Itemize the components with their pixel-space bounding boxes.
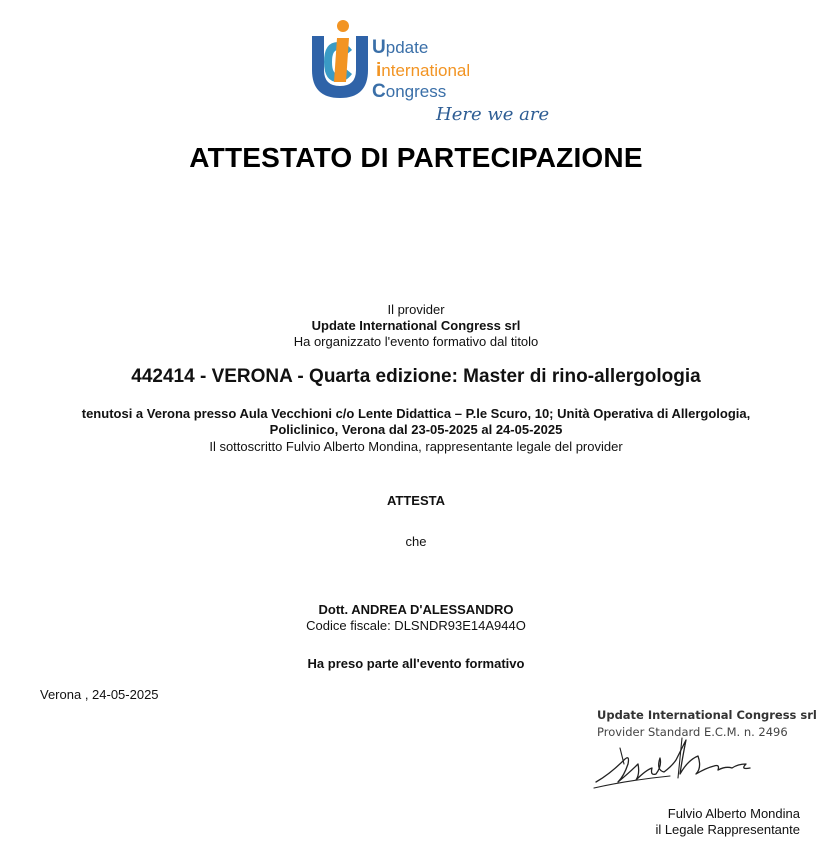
logo-word-international: international: [376, 60, 471, 81]
signatory-statement: Il sottoscritto Fulvio Alberto Mondina, rappresentante legale del provider: [209, 439, 623, 454]
certificate-title: ATTESTATO DI PARTECIPAZIONE: [189, 142, 643, 173]
logo-word-congress: Congress: [372, 81, 447, 102]
participant-name: Dott. ANDREA D'ALESSANDRO: [318, 602, 514, 617]
signer-role: il Legale Rappresentante: [655, 822, 800, 837]
provider-name: Update International Congress srl: [311, 318, 521, 333]
event-title: 442414 - VERONA - Quarta edizione: Master di rino-allergologia: [131, 366, 701, 387]
handwritten-signature-icon: [590, 730, 770, 800]
place-date: Verona , 24-05-2025: [40, 687, 159, 702]
event-location-line2: Policlinico, Verona dal 23-05-2025 al 24-05-2025: [269, 422, 563, 437]
attesta-heading: ATTESTA: [386, 493, 445, 508]
logo-mark-icon: [306, 18, 376, 108]
signer-name: Fulvio Alberto Mondina: [667, 806, 800, 821]
logo-word-update: Update: [372, 37, 429, 58]
signature-stamp: [588, 700, 817, 795]
company-logo: [306, 18, 550, 128]
logo-tagline: Here we are: [436, 104, 550, 125]
provider-organized-text: Ha organizzato l'evento formativo dal titolo: [293, 334, 539, 349]
event-location-line1: tenutosi a Verona presso Aula Vecchioni c/o Lente Didattica – P.le Scuro, 10; Unità Operativa di Allergologia,: [81, 406, 751, 421]
event-location: [20, 406, 812, 438]
signer-block: [655, 806, 800, 838]
participant-fiscal-code: Codice fiscale: DLSNDR93E14A944O: [306, 618, 526, 633]
stamp-company: Update International Congress srl: [597, 708, 817, 722]
stamp-provider-standard: Provider Standard E.C.M. n. 2496: [597, 725, 788, 739]
provider-intro: Il provider: [387, 302, 445, 317]
participation-statement: Ha preso parte all'evento formativo: [307, 656, 525, 671]
che-text: che: [405, 534, 427, 549]
